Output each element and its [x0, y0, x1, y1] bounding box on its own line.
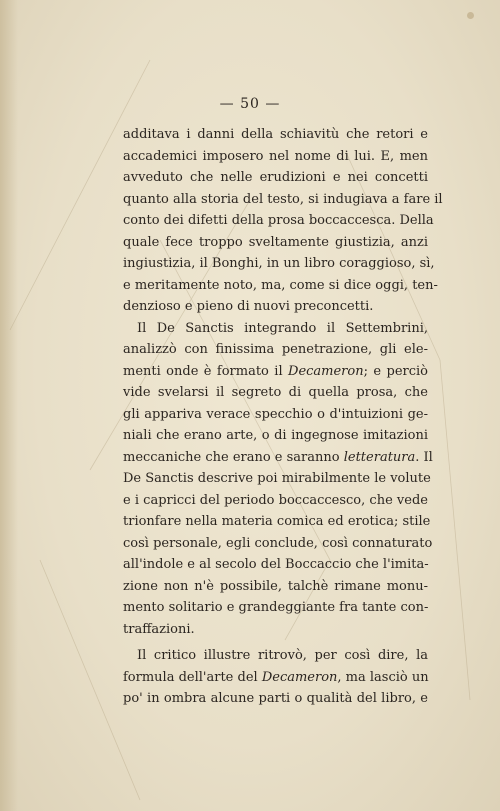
- text-line: conto dei difetti della prosa boccaccesca. Della: [123, 213, 434, 228]
- text-segment: . Il: [415, 449, 433, 465]
- text-line: Il critico illustre ritrovò, per così dire, la: [137, 648, 428, 663]
- text-line: trionfare nella materia comica ed erotica; stile: [123, 514, 431, 529]
- text-line: De Sanctis descrive poi mirabilmente le volute: [123, 471, 431, 486]
- text-line: gli appariva verace specchio o d'intuizioni ge-: [123, 406, 428, 422]
- text-line: e i capricci del periodo boccaccesco, che vede: [123, 492, 428, 508]
- text-line: Il De Sanctis integrando il Settembrini,: [137, 320, 428, 336]
- page-number: — 50 —: [219, 96, 281, 112]
- text-segment: ; e perciò: [363, 363, 428, 379]
- text-line: [123, 361, 428, 383]
- text-line: all'indole e al secolo del Boccaccio che l'imita-: [123, 557, 429, 572]
- text-line: mento solitario e grandeggiante fra tante con-: [123, 600, 429, 615]
- italic-title: Decameron: [288, 363, 364, 379]
- text-line: po' in ombra alcune parti o qualità del libro, e: [123, 691, 428, 706]
- text-line: vide svelarsi il segreto di quella prosa, che: [123, 385, 428, 400]
- text-line: accademici imposero nel nome di lui. E, men: [123, 148, 428, 164]
- text-line: zione non n'è possibile, talchè rimane monu-: [123, 578, 428, 594]
- text-line: niali che erano arte, o di ingegnose imitazioni: [123, 428, 428, 443]
- text-line: traffazioni.: [123, 621, 195, 637]
- text-line: ingiustizia, il Bonghi, in un libro coraggioso, sì,: [123, 256, 435, 271]
- text-line: denzioso e pieno di nuovi preconcetti.: [123, 299, 374, 314]
- text-segment: menti onde è formato il: [123, 363, 289, 379]
- text-line: e meritamente noto, ma, come si dice oggi, ten-: [123, 277, 438, 293]
- text-line: analizzò con finissima penetrazione, gli ele-: [123, 342, 428, 357]
- text-line: quale fece troppo sveltamente giustizia, anzi: [123, 234, 428, 250]
- text-line: [123, 447, 433, 469]
- text-segment: meccaniche che erano e saranno: [123, 449, 344, 465]
- body-text: [123, 124, 443, 710]
- text-segment: formula dell'arte del: [123, 669, 262, 685]
- text-line: avveduto che nelle erudizioni e nei concetti: [123, 170, 428, 185]
- text-line: quanto alla storia del testo, si indugiava a fare il: [123, 191, 443, 207]
- italic-title: letteratura: [343, 449, 416, 465]
- text-line: [123, 667, 428, 689]
- italic-title: Decameron: [261, 669, 338, 685]
- text-line: additava i danni della schiavitù che retori e: [123, 127, 428, 142]
- text-line: così personale, egli conclude, così connaturato: [123, 535, 433, 551]
- text-segment: , ma lasciò un: [337, 669, 429, 685]
